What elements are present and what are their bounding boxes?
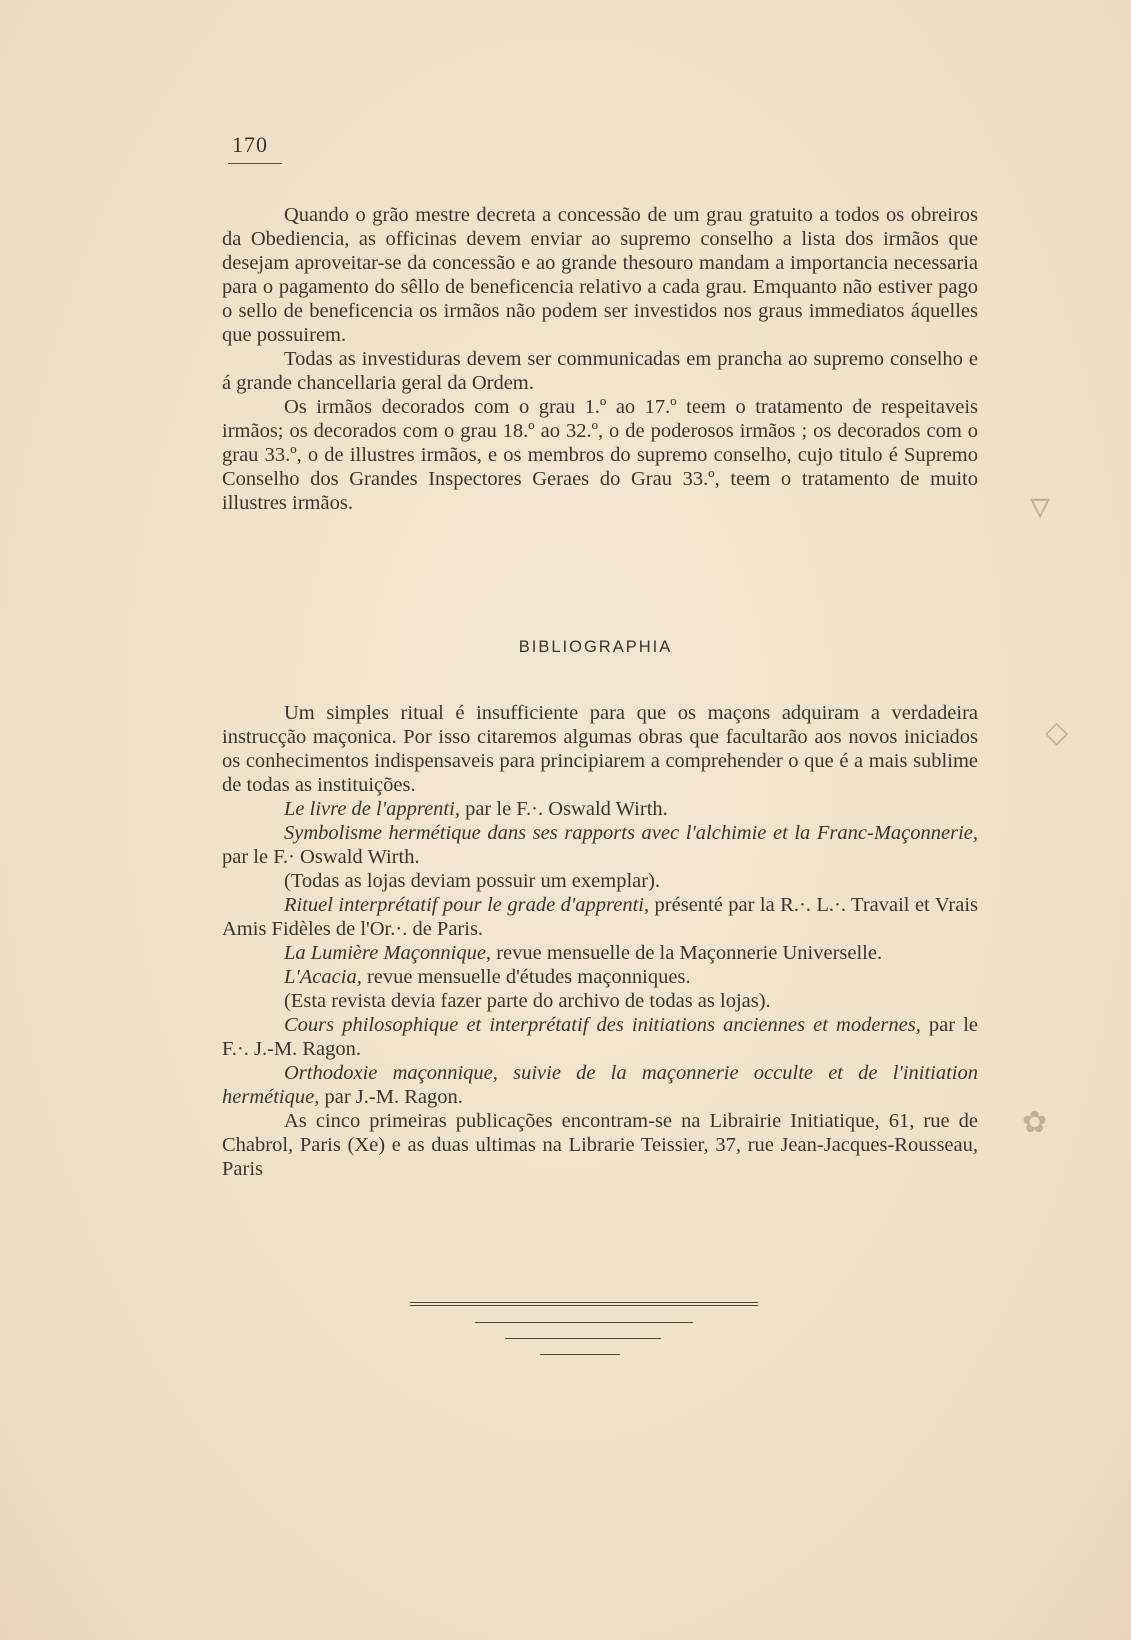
page-number: 170 (232, 132, 268, 157)
bibliography-closing: As cinco primeiras publicações encontram-se na Librairie Initiatique, 61, rue de Chabrol, Paris (Xe) e as duas ultimas na Librarie Teissier, 37, rue Jean-Jacques-Rousseau, Paris (222, 1110, 978, 1180)
paragraph-investiduras: Todas as investiduras devem ser communicadas em prancha ao supremo conselho e á grande chancellaria geral da Ordem. (222, 348, 978, 394)
bibliography-text (222, 701, 978, 1181)
entry-title: La Lumière Maçonnique, (284, 942, 492, 964)
ink-stain-mark: ✿ (1022, 1106, 1048, 1139)
bibliography-entry (222, 821, 978, 869)
entry-author: par le F.·. J.-M. Ragon. (222, 1014, 978, 1060)
entry-title: L'Acacia, (284, 966, 362, 988)
bibliography-intro: Um simples ritual é insufficiente para que os maçons adquiram a verdadeira instrucção maçonica. Por isso citaremos algumas obras que facultarão aos novos iniciados os conhecimentos indispensaveis para principiarem a comprehender o que é a mais sublime de todas as instituições. (222, 702, 978, 796)
body-text (222, 203, 978, 515)
ornament-rule (505, 1338, 661, 1339)
bibliography-note: (Todas as lojas deviam possuir um exemplar). (284, 870, 661, 892)
entry-title: Symbolisme hermétique dans ses rapports avec l'alchimie et la Franc-Maçonnerie, (284, 822, 978, 844)
ink-stain-mark: ◇ (1045, 716, 1069, 749)
entry-title: Cours philosophique et interprétatif des initiations anciennes et modernes, (284, 1014, 921, 1036)
paragraph-tratamento: Os irmãos decorados com o grau 1.º ao 17.º teem o tratamento de respeitaveis irmãos; os decorados com o grau 18.º ao 32.º, o de poderosos irmãos ; os decorados com o grau 33.º, o de illustres irmãos, e os membros do supremo conselho, cujo titulo é Supremo Conselho dos Grandes Inspectores Geraes do Grau 33.º, teem o tratamento de muito illustres irmãos. (222, 396, 978, 514)
paragraph-grau-gratuito: Quando o grão mestre decreta a concessão de um grau gratuito a todos os obreiros da Obediencia, as officinas devem enviar ao supremo conselho a lista dos irmãos que desejam aproveitar-se da concessão e ao grande thesouro mandam a importancia necessaria para o pagamento do sêllo de beneficencia relativo a cada grau. Emquanto não estiver pago o sello de beneficencia os irmãos não podem ser investidos nos graus immediatos áquelles que possuirem. (222, 204, 978, 346)
entry-author: par J.-M. Ragon. (319, 1086, 463, 1108)
ornament-rule (475, 1322, 693, 1323)
entry-author: revue mensuelle d'études maçonniques. (361, 966, 691, 988)
bibliography-entry (222, 965, 978, 989)
entry-title: Orthodoxie maçonnique, suivie de la maçonnerie occulte et de l'initiation hermétique, (222, 1062, 978, 1108)
bibliography-entry (222, 941, 978, 965)
entry-author: par le F.· Oswald Wirth. (222, 846, 420, 868)
bibliography-note: (Esta revista devia fazer parte do archivo de todas as lojas). (284, 990, 771, 1012)
entry-title: Rituel interprétatif pour le grade d'apprenti, (284, 894, 650, 916)
entry-title: Le livre de l'apprenti, (284, 798, 460, 820)
page-number-rule (228, 163, 282, 164)
section-heading (0, 638, 1131, 657)
ornament-rule (540, 1354, 620, 1355)
bibliography-entry (222, 893, 978, 941)
bibliography-entry (222, 1013, 978, 1061)
ink-stain-mark: ▿ (1030, 483, 1051, 528)
entry-author: par le F.·. Oswald Wirth. (459, 798, 668, 820)
section-heading-text: BIBLIOGRAPHIA (518, 638, 673, 656)
ornament-rule (410, 1305, 758, 1306)
entry-author: revue mensuelle de la Maçonnerie Universelle. (491, 942, 883, 964)
entry-author: présenté par la R.·. L.·. Travail et Vrais Amis Fidèles de l'Or.·. de Paris. (222, 894, 978, 940)
bibliography-entry (222, 797, 978, 821)
bibliography-entry (222, 1061, 978, 1109)
ornament-rule (410, 1302, 758, 1303)
